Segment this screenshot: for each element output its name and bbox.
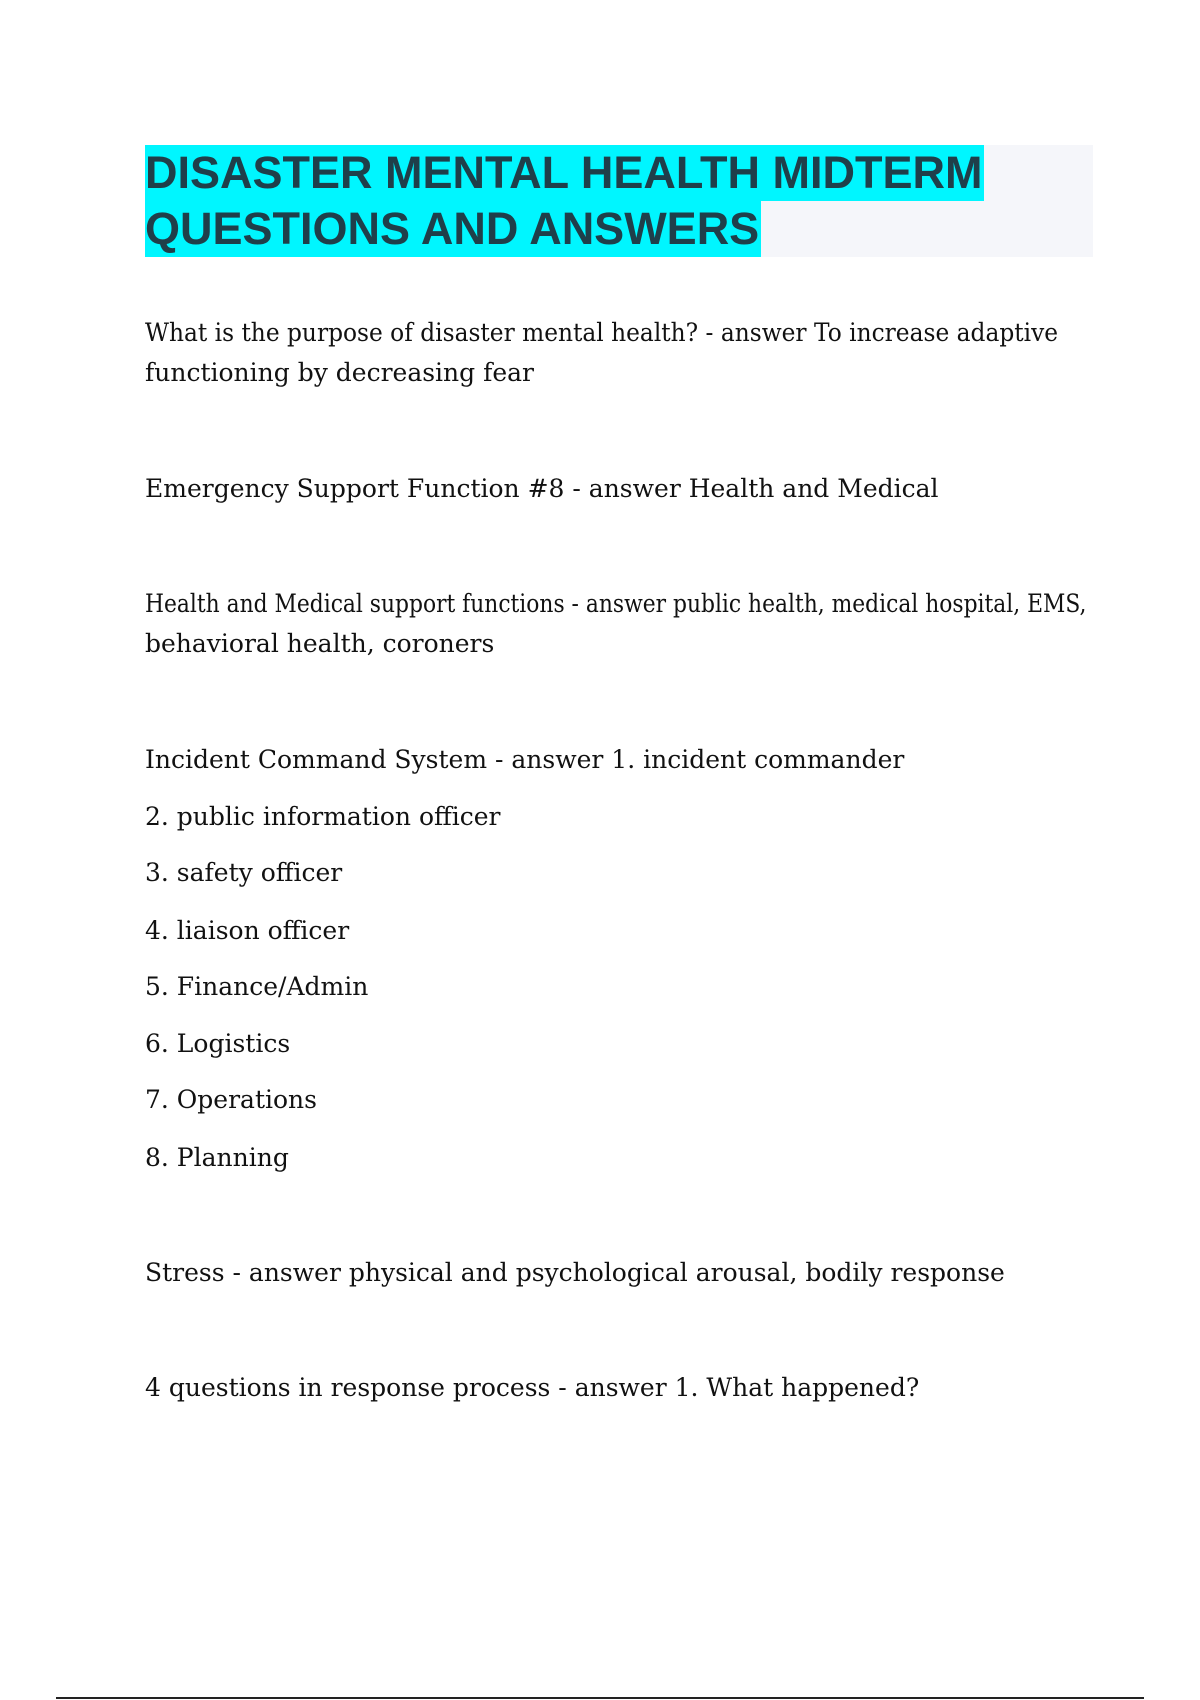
qa-4-list-item: 7. Operations bbox=[145, 1085, 317, 1114]
qa-1-line-1: What is the purpose of disaster mental health? - answer To increase adaptive bbox=[145, 318, 1059, 347]
qa-6-line-1: 4 questions in response process - answer 1. What happened? bbox=[145, 1373, 920, 1402]
qa-5-line-1: Stress - answer physical and psychological arousal, bodily response bbox=[145, 1258, 1005, 1287]
qa-3-line-2: behavioral health, coroners bbox=[145, 629, 495, 658]
qa-4-list-item: 4. liaison officer bbox=[145, 916, 350, 945]
page-title-line-2: QUESTIONS AND ANSWERS bbox=[145, 201, 761, 257]
qa-4-list-item: 3. safety officer bbox=[145, 858, 343, 887]
qa-4-list-item: 6. Logistics bbox=[145, 1029, 291, 1058]
qa-2-line-1: Emergency Support Function #8 - answer Health and Medical bbox=[145, 474, 939, 503]
qa-4-list-item: 8. Planning bbox=[145, 1143, 289, 1172]
qa-1-line-2: functioning by decreasing fear bbox=[145, 358, 535, 387]
qa-3-line-1: Health and Medical support functions - answer public health, medical hospital, EMS, bbox=[145, 589, 1087, 618]
page-bottom-rule bbox=[56, 1697, 1144, 1699]
qa-4-line-1: Incident Command System - answer 1. incident commander bbox=[145, 745, 905, 774]
page-title-line-1: DISASTER MENTAL HEALTH MIDTERM bbox=[145, 145, 984, 201]
title-block bbox=[145, 145, 1093, 257]
qa-4-list-item: 5. Finance/Admin bbox=[145, 972, 369, 1001]
qa-4-list-item: 2. public information officer bbox=[145, 802, 501, 831]
